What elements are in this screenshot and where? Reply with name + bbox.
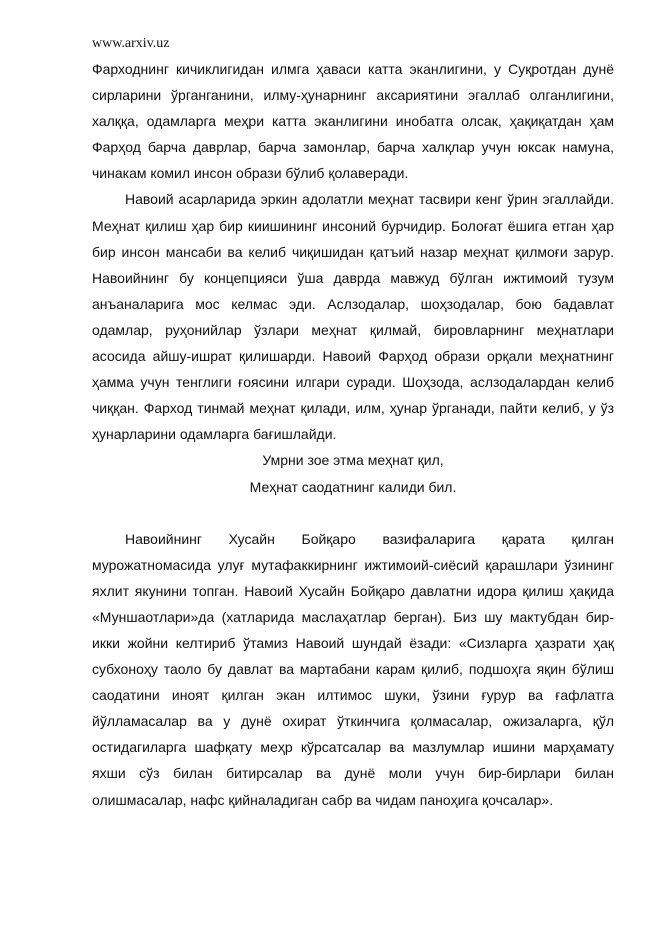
verse-line-1: Умрни зое этма меҳнат қил,: [262, 452, 444, 469]
section-spacer: [92, 500, 614, 526]
verse-line-2: Меҳнат саодатнинг калиди бил.: [249, 478, 457, 495]
paragraph-farhod-ideal: Фарходнинг кичиклигидан илмга ҳаваси катта эканлигини, у Суқротдан дунё сирларини ўрганганини, илму-ҳунарнинг аксариятини эгаллаб олганлигини, халққа, одамларга меҳри катта эканлигини инобатга олсак, ҳақиқатдан ҳам Фарҳод барча даврлар, барча замонлар, барча халқлар учун юксак намуна, чинакам комил инсон образи бўлиб қолаверади.: [92, 61, 614, 182]
paragraph-navoi-letter: Навоийнинг Хусайн Бойқаро вазифаларига қарата қилган мурожатномасида улуғ мутафаккирнинг ижтимоий-сиёсий қарашлари ўзининг яхлит якунини топган. Навоий Хусайн Бойқаро давлатни идора қилиш ҳақида «Муншаотлари»да (хатларида маслаҳатлар берган). Биз шу мактубдан бир-икки жойни келтириб ўтамиз Навоий шундай ёзади: «Сизларга ҳазрати ҳақ субхоноҳу таоло бу давлат ва мартабани карам қилиб, подшоҳга яқин бўлиш саодатини иноят қилган экан илтимос шуки, ўзини ғурур ва ғафлатга йўлламасалар ва у дунё охират ўткинчига қолмасалар, ожизаларга, қўл остидагиларга шафқату меҳр кўрсатсалар ва мазлумлар ишини марҳамату яхши сўз билан битирсалар ва дунё моли учун бир-бирлари билан олишмасалар, нафс қийналадиган сабр ва чидам паноҳига қочсалар».: [92, 530, 614, 808]
site-url: www.arxiv.uz: [92, 36, 170, 51]
paragraph-labor-concept: Навоий асарларида эркин адолатли меҳнат тасвири кенг ўрин эгаллайди. Меҳнат қилиш ҳар бир киишининг инсоний бурчидир. Болоғат ёшига етган ҳар бир инсон мансаби ва келиб чиқишидан қатъий назар меҳнат қилмоғи зарур. Навоийнинг бу концепцияси ўша даврда мавжуд бўлган ижтимоий тузум анъаналарига мос келмас эди. Аслзодалар, шоҳзодалар, бою бадавлат одамлар, руҳонийлар ўзлари меҳнат қилмай, бировларнинг меҳнатлари асосида айшу-ишрат қилишарди. Навоий Фарҳод образи орқали меҳнатнинг ҳамма учун тенглиги ғоясини илгари суради. Шоҳзода, аслзодалардан келиб чиққан. Фарход тинмай меҳнат қилади, илм, ҳунар ўрганади, пайти келиб, у ўз ҳунарларини одамларга бағишлайди.: [92, 191, 614, 443]
document-page: [92, 34, 614, 813]
